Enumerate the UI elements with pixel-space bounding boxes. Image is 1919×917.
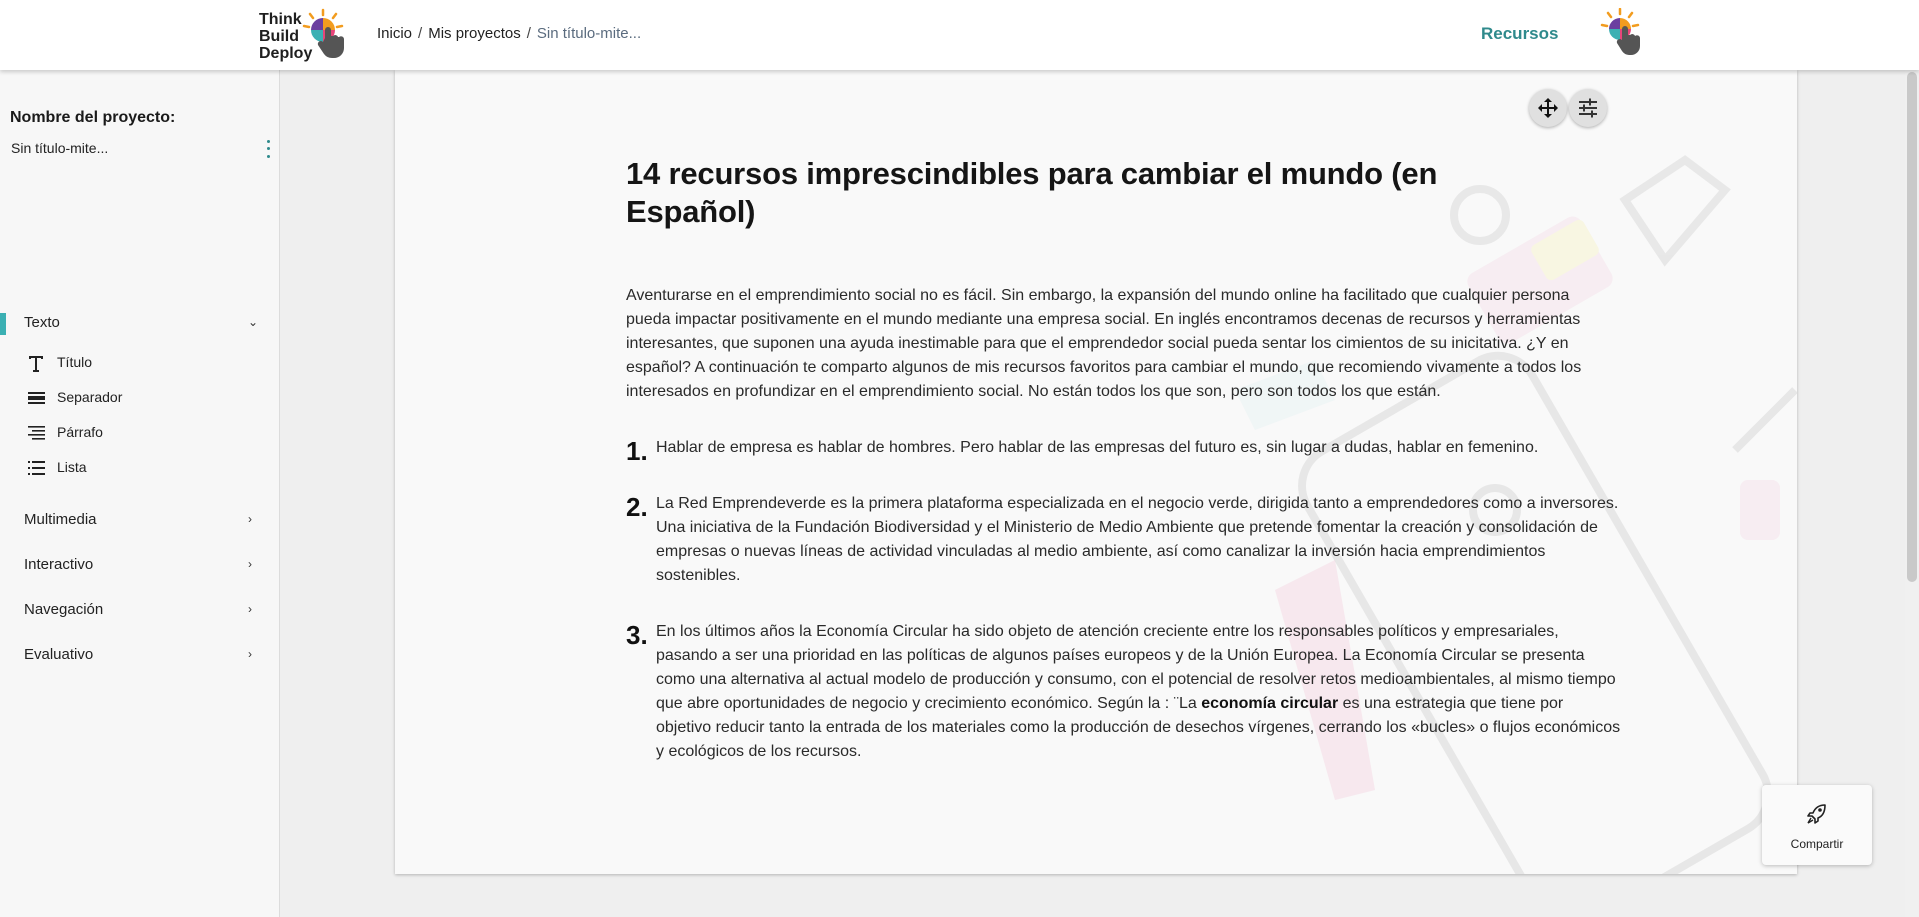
list-item-bold-term: economía circular — [1201, 695, 1339, 712]
user-avatar[interactable] — [1600, 8, 1648, 62]
settings-sliders-icon — [1577, 97, 1599, 119]
tool-parrafo[interactable] — [0, 418, 280, 448]
list-icon — [27, 459, 45, 477]
sidebar-section-evaluativo[interactable] — [0, 640, 280, 670]
list-item-text-before: En los últimos años la Economía Circular ha sido objeto de atención creciente entre los responsables políticos y empresariales, pasando a ser una prioridad en las políticas de algunos países europeos y de la Unión Europea. La Economía Circular se presenta como una alternativa al actual modelo de producción y consumo, con el potencial de resolver retos medioambientales, al mismo tiempo que abre oportunidades de negocio y crecimiento económico. Según la : ¨La — [656, 623, 1616, 712]
list-item[interactable] — [626, 436, 1621, 466]
block-toolbar — [1529, 89, 1607, 127]
chevron-right-icon: › — [248, 557, 252, 571]
tool-label: Lista — [57, 459, 87, 475]
logo-puzzle-hand-icon — [301, 8, 355, 66]
breadcrumb-current-project: Sin título-mite... — [536, 25, 642, 42]
paragraph-icon — [27, 424, 45, 442]
chevron-down-icon: ⌄ — [248, 315, 259, 329]
list-item-text-after: es una estrategia que tiene por objetivo reducir tanto la entrada de los materiales como la producción de desechos vírgenes, cerrando los «bucles» o flujos económicos y ecológicos de los recursos. — [656, 695, 1621, 760]
tool-separador[interactable] — [0, 383, 280, 413]
section-label: Navegación — [24, 601, 104, 618]
document-title[interactable]: 14 recursos imprescindibles para cambiar el mundo (en Español) — [626, 156, 1438, 229]
section-label: Evaluativo — [24, 646, 94, 663]
move-block-button[interactable] — [1529, 89, 1567, 127]
project-name-label: Nombre del proyecto: — [10, 109, 176, 126]
tool-titulo[interactable] — [0, 348, 280, 378]
tool-label: Separador — [57, 389, 123, 405]
intro-paragraph[interactable]: Aventurarse en el emprendimiento social no es fácil. Sin embargo, la expansión del mundo online ha facilitado que cualquier persona pueda impactar positivamente en el mundo mediante una empresa social. En inglés encontramos decenas de recursos y herramientas interesantes, que suponen una ayuda inestimable para que el emprendedor social pueda sentar los cimientos de su inicitativa. ¿Y en español? A continuación te comparto algunos de mis recursos favoritos para cambiar el mundo, que recomiendo vivamente a todos los interesados en profundizar en el emprendimiento social. No están todos los que son, pero son todos los que están. — [626, 287, 1582, 400]
separator-icon — [27, 389, 45, 407]
breadcrumb-separator: / — [526, 25, 531, 42]
list-number: 3. — [626, 620, 648, 650]
project-name-value[interactable]: Sin título-mite... — [11, 140, 109, 156]
section-label: Interactivo — [24, 556, 94, 573]
logo-word-think: Think — [259, 11, 302, 28]
section-label: Multimedia — [24, 511, 97, 528]
chevron-right-icon: › — [248, 512, 252, 526]
left-sidebar — [0, 70, 280, 917]
chevron-right-icon: › — [248, 602, 252, 616]
rocket-icon — [1807, 803, 1827, 825]
breadcrumb-home[interactable]: Inicio — [377, 25, 413, 42]
logo-word-build: Build — [259, 28, 299, 45]
logo-word-deploy: Deploy — [259, 45, 313, 62]
share-label: Compartir — [1790, 837, 1844, 851]
project-options-kebab-icon[interactable] — [262, 138, 274, 160]
breadcrumb-my-projects[interactable]: Mis proyectos — [428, 25, 521, 42]
editor-canvas — [395, 70, 1797, 874]
avatar-puzzle-hand-icon — [1600, 8, 1648, 62]
block-settings-button[interactable] — [1569, 89, 1607, 127]
list-item[interactable] — [626, 620, 1621, 764]
list-item-text: La Red Emprendeverde es la primera plataforma especializada en el negocio verde, dirigida tanto a emprendedores como a inversores. Una iniciativa de la Fundación Biodiversidad y el Ministerio de Medio Ambiente que pretende fomentar la creación y consolidación de empresas o nuevas líneas de actividad vinculadas al medio ambiente, así como canalizar la inversión hacia emprendimientos sostenibles. — [656, 495, 1619, 584]
top-bar — [0, 0, 1919, 70]
list-number: 1. — [626, 436, 648, 466]
title-icon — [27, 354, 45, 372]
document-content[interactable] — [626, 155, 1621, 764]
think-build-deploy-logo[interactable] — [259, 8, 355, 66]
tool-label: Párrafo — [57, 424, 103, 440]
list-item-text — [656, 623, 1620, 760]
tool-lista[interactable] — [0, 453, 280, 483]
share-button[interactable] — [1762, 785, 1872, 865]
move-icon — [1537, 97, 1559, 119]
breadcrumb-separator: / — [418, 25, 423, 42]
sidebar-section-multimedia[interactable] — [0, 505, 280, 535]
sidebar-section-navegacion[interactable] — [0, 595, 280, 625]
list-item-text: Hablar de empresa es hablar de hombres. Pero hablar de las empresas del futuro es, sin lugar a dudas, hablar en femenino. — [656, 439, 1539, 456]
sidebar-section-texto[interactable] — [0, 308, 280, 338]
sidebar-section-interactivo[interactable] — [0, 550, 280, 580]
list-number: 2. — [626, 492, 648, 522]
resources-link[interactable]: Recursos — [1481, 24, 1559, 43]
section-label: Texto — [24, 314, 60, 331]
list-item[interactable] — [626, 492, 1621, 588]
chevron-right-icon: › — [248, 647, 252, 661]
page-scrollbar-thumb[interactable] — [1907, 72, 1917, 582]
breadcrumb — [377, 25, 641, 42]
tool-label: Título — [57, 354, 93, 370]
